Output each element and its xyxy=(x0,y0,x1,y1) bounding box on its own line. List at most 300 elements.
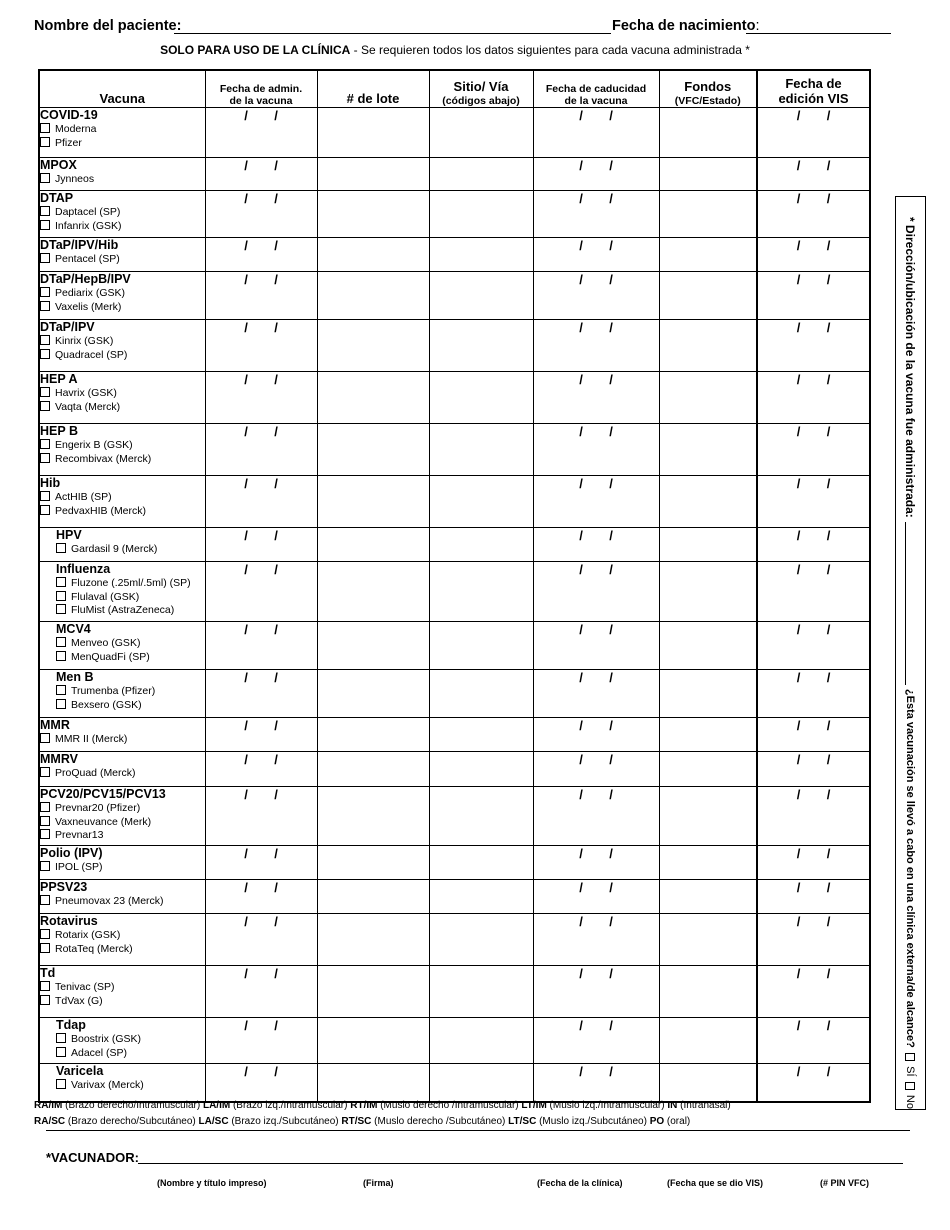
funds-cell[interactable] xyxy=(659,320,757,372)
vaccine-name: MCV4 xyxy=(56,622,91,636)
site-cell[interactable] xyxy=(429,718,533,752)
date-separator: / xyxy=(244,528,248,543)
vis-date-cell[interactable] xyxy=(757,238,870,272)
lot-cell[interactable] xyxy=(317,752,429,787)
vaccine-option-label: PedvaxHIB (Merck) xyxy=(55,504,147,517)
vaccine-name-cell xyxy=(39,372,205,424)
checkbox-icon[interactable] xyxy=(56,543,66,553)
lot-cell[interactable] xyxy=(317,108,429,158)
expiry-date-cell[interactable] xyxy=(533,108,659,158)
expiry-date-cell[interactable] xyxy=(533,158,659,191)
vaccine-option-label: Prevnar20 (Pfizer) xyxy=(55,802,141,814)
vaccine-option[interactable] xyxy=(56,604,205,618)
date-separator: / xyxy=(826,108,831,123)
funds-cell[interactable] xyxy=(659,1018,757,1064)
funds-cell[interactable] xyxy=(659,670,757,718)
vaccine-option[interactable] xyxy=(56,543,205,557)
vaccine-option[interactable] xyxy=(40,767,205,781)
lot-cell[interactable] xyxy=(317,372,429,424)
lot-cell[interactable] xyxy=(317,787,429,846)
vis-date-cell[interactable] xyxy=(757,880,870,914)
date-separator: / xyxy=(826,372,831,387)
checkbox-icon[interactable] xyxy=(40,802,50,812)
checkbox-icon[interactable] xyxy=(56,651,66,661)
table-row xyxy=(39,787,870,846)
sig-firma-label: (Firma) xyxy=(363,1178,394,1188)
funds-cell[interactable] xyxy=(659,528,757,562)
vaccine-option[interactable] xyxy=(40,301,205,315)
vaccine-option[interactable] xyxy=(40,929,205,943)
route-code: RA/IM xyxy=(34,1100,63,1111)
checkbox-icon[interactable] xyxy=(56,1033,66,1043)
date-separator: / xyxy=(609,272,613,287)
date-separator: / xyxy=(826,476,831,491)
lot-cell[interactable] xyxy=(317,562,429,622)
lot-cell[interactable] xyxy=(317,272,429,320)
funds-cell[interactable] xyxy=(659,424,757,476)
vaccine-option[interactable] xyxy=(40,505,205,519)
vis-date-cell[interactable] xyxy=(757,528,870,562)
checkbox-icon[interactable] xyxy=(56,685,66,695)
admin-date-cell[interactable] xyxy=(205,622,317,670)
site-cell[interactable] xyxy=(429,1064,533,1102)
date-separator: / xyxy=(796,372,801,387)
expiry-date-cell[interactable] xyxy=(533,670,659,718)
patient-name-field[interactable] xyxy=(174,33,611,34)
checkbox-icon[interactable] xyxy=(56,699,66,709)
expiry-date-cell[interactable] xyxy=(533,424,659,476)
funds-cell[interactable] xyxy=(659,191,757,238)
date-separator: / xyxy=(609,476,613,491)
site-cell[interactable] xyxy=(429,191,533,238)
funds-cell[interactable] xyxy=(659,718,757,752)
date-separator: / xyxy=(826,1018,831,1033)
site-cell[interactable] xyxy=(429,372,533,424)
site-cell[interactable] xyxy=(429,846,533,880)
funds-cell[interactable] xyxy=(659,787,757,846)
vaccine-name: Varicela xyxy=(56,1064,104,1078)
date-separator: / xyxy=(244,158,248,173)
date-separator: / xyxy=(609,914,613,929)
date-separator: / xyxy=(244,1064,248,1079)
expiry-date-cell[interactable] xyxy=(533,476,659,528)
funds-cell[interactable] xyxy=(659,562,757,622)
funds-cell[interactable] xyxy=(659,476,757,528)
admin-date-cell[interactable] xyxy=(205,191,317,238)
expiry-date-cell[interactable] xyxy=(533,528,659,562)
date-separator: / xyxy=(796,880,801,895)
vaccine-name-cell xyxy=(39,966,205,1018)
vis-date-cell[interactable] xyxy=(757,1018,870,1064)
checkbox-icon[interactable] xyxy=(40,943,50,953)
vis-date-cell[interactable] xyxy=(757,846,870,880)
vaccine-option[interactable] xyxy=(56,685,205,699)
vaccine-option[interactable] xyxy=(40,439,205,453)
expiry-date-cell[interactable] xyxy=(533,272,659,320)
checkbox-icon[interactable] xyxy=(40,733,50,743)
vaccine-option[interactable] xyxy=(40,349,205,363)
date-separator: / xyxy=(579,372,583,387)
date-separator: / xyxy=(274,914,278,929)
checkbox-icon[interactable] xyxy=(40,137,50,147)
date-separator: / xyxy=(796,1064,801,1079)
site-cell[interactable] xyxy=(429,108,533,158)
funds-cell[interactable] xyxy=(659,1064,757,1102)
admin-date-cell[interactable] xyxy=(205,752,317,787)
admin-date-cell[interactable] xyxy=(205,880,317,914)
checkbox-icon[interactable] xyxy=(40,816,50,826)
lot-cell[interactable] xyxy=(317,320,429,372)
vaccine-option[interactable] xyxy=(40,861,205,875)
date-separator: / xyxy=(826,562,831,577)
site-cell[interactable] xyxy=(429,880,533,914)
date-separator: / xyxy=(796,562,801,577)
vaccine-option[interactable] xyxy=(40,491,205,505)
funds-cell[interactable] xyxy=(659,108,757,158)
expiry-date-cell[interactable] xyxy=(533,191,659,238)
vis-date-cell[interactable] xyxy=(757,914,870,966)
checkbox-icon[interactable] xyxy=(40,123,50,133)
expiry-date-cell[interactable] xyxy=(533,1064,659,1102)
checkbox-icon[interactable] xyxy=(40,995,50,1005)
lot-cell[interactable] xyxy=(317,880,429,914)
lot-cell[interactable] xyxy=(317,238,429,272)
lot-cell[interactable] xyxy=(317,846,429,880)
lot-cell[interactable] xyxy=(317,424,429,476)
lot-cell[interactable] xyxy=(317,1018,429,1064)
checkbox-icon[interactable] xyxy=(56,604,66,614)
lot-cell[interactable] xyxy=(317,476,429,528)
vaccine-option[interactable] xyxy=(56,1079,205,1093)
vaccine-option-label: Menveo (GSK) xyxy=(71,637,141,649)
vaccine-option-label: Infanrix (GSK) xyxy=(55,219,122,232)
date-separator: / xyxy=(244,272,248,287)
vaccine-option[interactable] xyxy=(56,699,205,713)
admin-date-cell[interactable] xyxy=(205,320,317,372)
vis-date-cell[interactable] xyxy=(757,787,870,846)
date-separator: / xyxy=(579,320,583,335)
vaccine-option-label: Moderna xyxy=(55,123,97,135)
checkbox-icon[interactable] xyxy=(56,577,66,587)
date-separator: / xyxy=(579,787,583,802)
expiry-date-cell[interactable] xyxy=(533,622,659,670)
funds-cell[interactable] xyxy=(659,752,757,787)
expiry-date-cell[interactable] xyxy=(533,238,659,272)
vis-date-cell[interactable] xyxy=(757,1064,870,1102)
date-separator: / xyxy=(579,238,583,253)
vaccine-option[interactable] xyxy=(40,123,205,137)
vis-date-cell[interactable] xyxy=(757,108,870,158)
date-separator: / xyxy=(609,622,613,637)
vaccine-name: Polio (IPV) xyxy=(40,846,103,860)
checkbox-icon[interactable] xyxy=(56,637,66,647)
site-cell[interactable] xyxy=(429,752,533,787)
site-cell[interactable] xyxy=(429,424,533,476)
expiry-date-cell[interactable] xyxy=(533,880,659,914)
checkbox-icon[interactable] xyxy=(40,861,50,871)
vaccine-option[interactable] xyxy=(40,816,205,830)
expiry-date-cell[interactable] xyxy=(533,1018,659,1064)
lot-cell[interactable] xyxy=(317,528,429,562)
admin-date-cell[interactable] xyxy=(205,718,317,752)
checkbox-icon[interactable] xyxy=(40,767,50,777)
date-separator: / xyxy=(274,424,278,439)
checkbox-icon[interactable] xyxy=(40,401,50,411)
table-row xyxy=(39,752,870,787)
funds-cell[interactable] xyxy=(659,880,757,914)
vaccine-option[interactable] xyxy=(56,1033,205,1047)
expiry-date-cell[interactable] xyxy=(533,372,659,424)
site-cell[interactable] xyxy=(429,476,533,528)
vis-date-cell[interactable] xyxy=(757,272,870,320)
vaccine-option-label: Vaxelis (Merk) xyxy=(55,300,122,313)
date-separator: / xyxy=(274,320,278,335)
vaccine-option[interactable] xyxy=(40,453,205,467)
admin-date-cell[interactable] xyxy=(205,1018,317,1064)
admin-date-cell[interactable] xyxy=(205,158,317,191)
lot-cell[interactable] xyxy=(317,718,429,752)
sig-clinic-date-label: (Fecha de la clínica) xyxy=(537,1178,623,1188)
funds-cell[interactable] xyxy=(659,622,757,670)
checkbox-icon[interactable] xyxy=(40,220,50,230)
date-separator: / xyxy=(244,424,248,439)
site-cell[interactable] xyxy=(429,528,533,562)
funds-cell[interactable] xyxy=(659,846,757,880)
date-separator: / xyxy=(244,238,248,253)
vaccine-option-label: Kinrix (GSK) xyxy=(55,335,114,347)
vaccine-option[interactable] xyxy=(40,220,205,234)
expiry-date-cell[interactable] xyxy=(533,966,659,1018)
checkbox-icon[interactable] xyxy=(40,335,50,345)
expiry-date-cell[interactable] xyxy=(533,846,659,880)
outreach-yes-checkbox[interactable] xyxy=(906,1053,916,1061)
site-cell[interactable] xyxy=(429,914,533,966)
date-separator: / xyxy=(609,238,613,253)
checkbox-icon[interactable] xyxy=(40,829,50,839)
date-separator: / xyxy=(244,846,248,861)
vaccine-option-label: Vaqta (Merck) xyxy=(55,400,121,413)
table-row xyxy=(39,622,870,670)
vaccine-rows xyxy=(39,108,870,1102)
date-separator: / xyxy=(274,718,278,733)
admin-date-cell[interactable] xyxy=(205,528,317,562)
admin-date-cell[interactable] xyxy=(205,238,317,272)
date-separator: / xyxy=(826,191,831,206)
checkbox-icon[interactable] xyxy=(40,173,50,183)
vis-date-cell[interactable] xyxy=(757,158,870,191)
date-separator: / xyxy=(244,914,248,929)
site-cell[interactable] xyxy=(429,158,533,191)
site-cell[interactable] xyxy=(429,562,533,622)
vaccine-option[interactable] xyxy=(40,253,205,267)
vaccine-option[interactable] xyxy=(56,591,205,605)
vacunador-field[interactable] xyxy=(138,1163,903,1164)
vaccine-option-label: Flulaval (GSK) xyxy=(71,590,140,603)
vaccine-name: Men B xyxy=(56,670,94,684)
admin-date-cell[interactable] xyxy=(205,272,317,320)
site-cell[interactable] xyxy=(429,238,533,272)
date-separator: / xyxy=(274,108,278,123)
vaccine-option[interactable] xyxy=(40,387,205,401)
date-separator: / xyxy=(244,622,248,637)
admin-date-cell[interactable] xyxy=(205,476,317,528)
lot-cell[interactable] xyxy=(317,914,429,966)
vaccine-option[interactable] xyxy=(56,577,205,591)
lot-cell[interactable] xyxy=(317,966,429,1018)
site-cell[interactable] xyxy=(429,670,533,718)
checkbox-icon[interactable] xyxy=(40,301,50,311)
vaccine-option[interactable] xyxy=(40,895,205,909)
patient-header xyxy=(34,18,894,38)
vis-date-cell[interactable] xyxy=(757,622,870,670)
admin-date-cell[interactable] xyxy=(205,1064,317,1102)
checkbox-icon[interactable] xyxy=(40,206,50,216)
date-separator: / xyxy=(826,272,831,287)
vaccine-option[interactable] xyxy=(40,173,205,187)
vaccine-option[interactable] xyxy=(40,802,205,816)
admin-date-cell[interactable] xyxy=(205,914,317,966)
date-separator: / xyxy=(796,108,801,123)
vaccine-option[interactable] xyxy=(40,995,205,1009)
vaccine-name-cell xyxy=(39,158,205,191)
lot-cell[interactable] xyxy=(317,622,429,670)
site-cell[interactable] xyxy=(429,1018,533,1064)
lot-cell[interactable] xyxy=(317,670,429,718)
outreach-no-checkbox[interactable] xyxy=(906,1082,916,1090)
checkbox-icon[interactable] xyxy=(40,981,50,991)
checkbox-icon[interactable] xyxy=(40,439,50,449)
vaccine-option[interactable] xyxy=(40,981,205,995)
vaccine-option[interactable] xyxy=(40,287,205,301)
admin-date-cell[interactable] xyxy=(205,108,317,158)
vis-date-cell[interactable] xyxy=(757,562,870,622)
site-cell[interactable] xyxy=(429,320,533,372)
checkbox-icon[interactable] xyxy=(56,591,66,601)
checkbox-icon[interactable] xyxy=(40,895,50,905)
vis-date-cell[interactable] xyxy=(757,372,870,424)
expiry-date-cell[interactable] xyxy=(533,914,659,966)
checkbox-icon[interactable] xyxy=(40,349,50,359)
checkbox-icon[interactable] xyxy=(40,929,50,939)
funds-cell[interactable] xyxy=(659,238,757,272)
checkbox-icon[interactable] xyxy=(40,253,50,263)
vaccine-option-label: Daptacel (SP) xyxy=(55,206,121,218)
vaccine-option[interactable] xyxy=(40,335,205,349)
vis-date-cell[interactable] xyxy=(757,476,870,528)
route-code-desc: (Muslo izq./Subcutáneo) xyxy=(536,1116,650,1127)
vis-date-cell[interactable] xyxy=(757,424,870,476)
dob-field[interactable] xyxy=(746,33,891,34)
date-separator: / xyxy=(609,787,613,802)
lot-cell[interactable] xyxy=(317,191,429,238)
date-separator: / xyxy=(609,670,613,685)
vis-date-cell[interactable] xyxy=(757,966,870,1018)
checkbox-icon[interactable] xyxy=(40,287,50,297)
vaccine-option-label: Pfizer xyxy=(55,136,82,149)
table-row xyxy=(39,914,870,966)
vis-date-cell[interactable] xyxy=(757,718,870,752)
site-cell[interactable] xyxy=(429,272,533,320)
funds-cell[interactable] xyxy=(659,914,757,966)
admin-date-cell[interactable] xyxy=(205,424,317,476)
vis-date-cell[interactable] xyxy=(757,670,870,718)
vaccine-option[interactable] xyxy=(40,137,205,151)
vaccine-option[interactable] xyxy=(40,206,205,220)
vis-date-cell[interactable] xyxy=(757,320,870,372)
date-separator: / xyxy=(609,191,613,206)
vaccine-name-cell xyxy=(39,272,205,320)
checkbox-icon[interactable] xyxy=(56,1079,66,1089)
checkbox-icon[interactable] xyxy=(40,387,50,397)
vis-date-cell[interactable] xyxy=(757,191,870,238)
date-separator: / xyxy=(609,158,613,173)
site-cell[interactable] xyxy=(429,622,533,670)
vaccine-option[interactable] xyxy=(40,733,205,747)
expiry-date-cell[interactable] xyxy=(533,320,659,372)
date-separator: / xyxy=(579,562,583,577)
vaccine-option[interactable] xyxy=(56,651,205,665)
vaccine-option[interactable] xyxy=(40,401,205,415)
date-separator: / xyxy=(609,1064,613,1079)
vaccine-name-cell xyxy=(39,191,205,238)
funds-cell[interactable] xyxy=(659,966,757,1018)
expiry-date-cell[interactable] xyxy=(533,752,659,787)
table-row xyxy=(39,846,870,880)
vis-date-cell[interactable] xyxy=(757,752,870,787)
date-separator: / xyxy=(579,108,583,123)
funds-cell[interactable] xyxy=(659,272,757,320)
date-separator: / xyxy=(579,476,583,491)
checkbox-icon[interactable] xyxy=(56,1047,66,1057)
admin-date-cell[interactable] xyxy=(205,562,317,622)
admin-date-cell[interactable] xyxy=(205,670,317,718)
location-field[interactable] xyxy=(905,522,916,685)
vaccine-name: Hib xyxy=(40,476,61,490)
expiry-date-cell[interactable] xyxy=(533,787,659,846)
lot-cell[interactable] xyxy=(317,158,429,191)
vaccine-name-cell xyxy=(39,424,205,476)
site-cell[interactable] xyxy=(429,966,533,1018)
vaccine-option[interactable] xyxy=(56,637,205,651)
funds-cell[interactable] xyxy=(659,372,757,424)
admin-date-cell[interactable] xyxy=(205,846,317,880)
admin-date-cell[interactable] xyxy=(205,787,317,846)
vaccine-name: HEP B xyxy=(40,424,78,438)
vaccine-option[interactable] xyxy=(56,1047,205,1061)
checkbox-icon[interactable] xyxy=(40,505,50,515)
expiry-date-cell[interactable] xyxy=(533,562,659,622)
date-separator: / xyxy=(244,108,248,123)
date-separator: / xyxy=(796,158,801,173)
admin-date-cell[interactable] xyxy=(205,966,317,1018)
vaccine-name: PPSV23 xyxy=(40,880,88,894)
vaccine-name: Td xyxy=(40,966,56,980)
checkbox-icon[interactable] xyxy=(40,491,50,501)
vaccine-option[interactable] xyxy=(40,829,205,843)
admin-date-cell[interactable] xyxy=(205,372,317,424)
date-separator: / xyxy=(796,787,801,802)
checkbox-icon[interactable] xyxy=(40,453,50,463)
vaccine-option-label: Havrix (GSK) xyxy=(55,387,117,399)
funds-cell[interactable] xyxy=(659,158,757,191)
vaccine-option[interactable] xyxy=(40,943,205,957)
vaccine-name-cell xyxy=(39,562,205,622)
site-cell[interactable] xyxy=(429,787,533,846)
expiry-date-cell[interactable] xyxy=(533,718,659,752)
lot-cell[interactable] xyxy=(317,1064,429,1102)
vaccine-option-label: Jynneos xyxy=(55,173,95,185)
vaccine-name-cell xyxy=(39,238,205,272)
